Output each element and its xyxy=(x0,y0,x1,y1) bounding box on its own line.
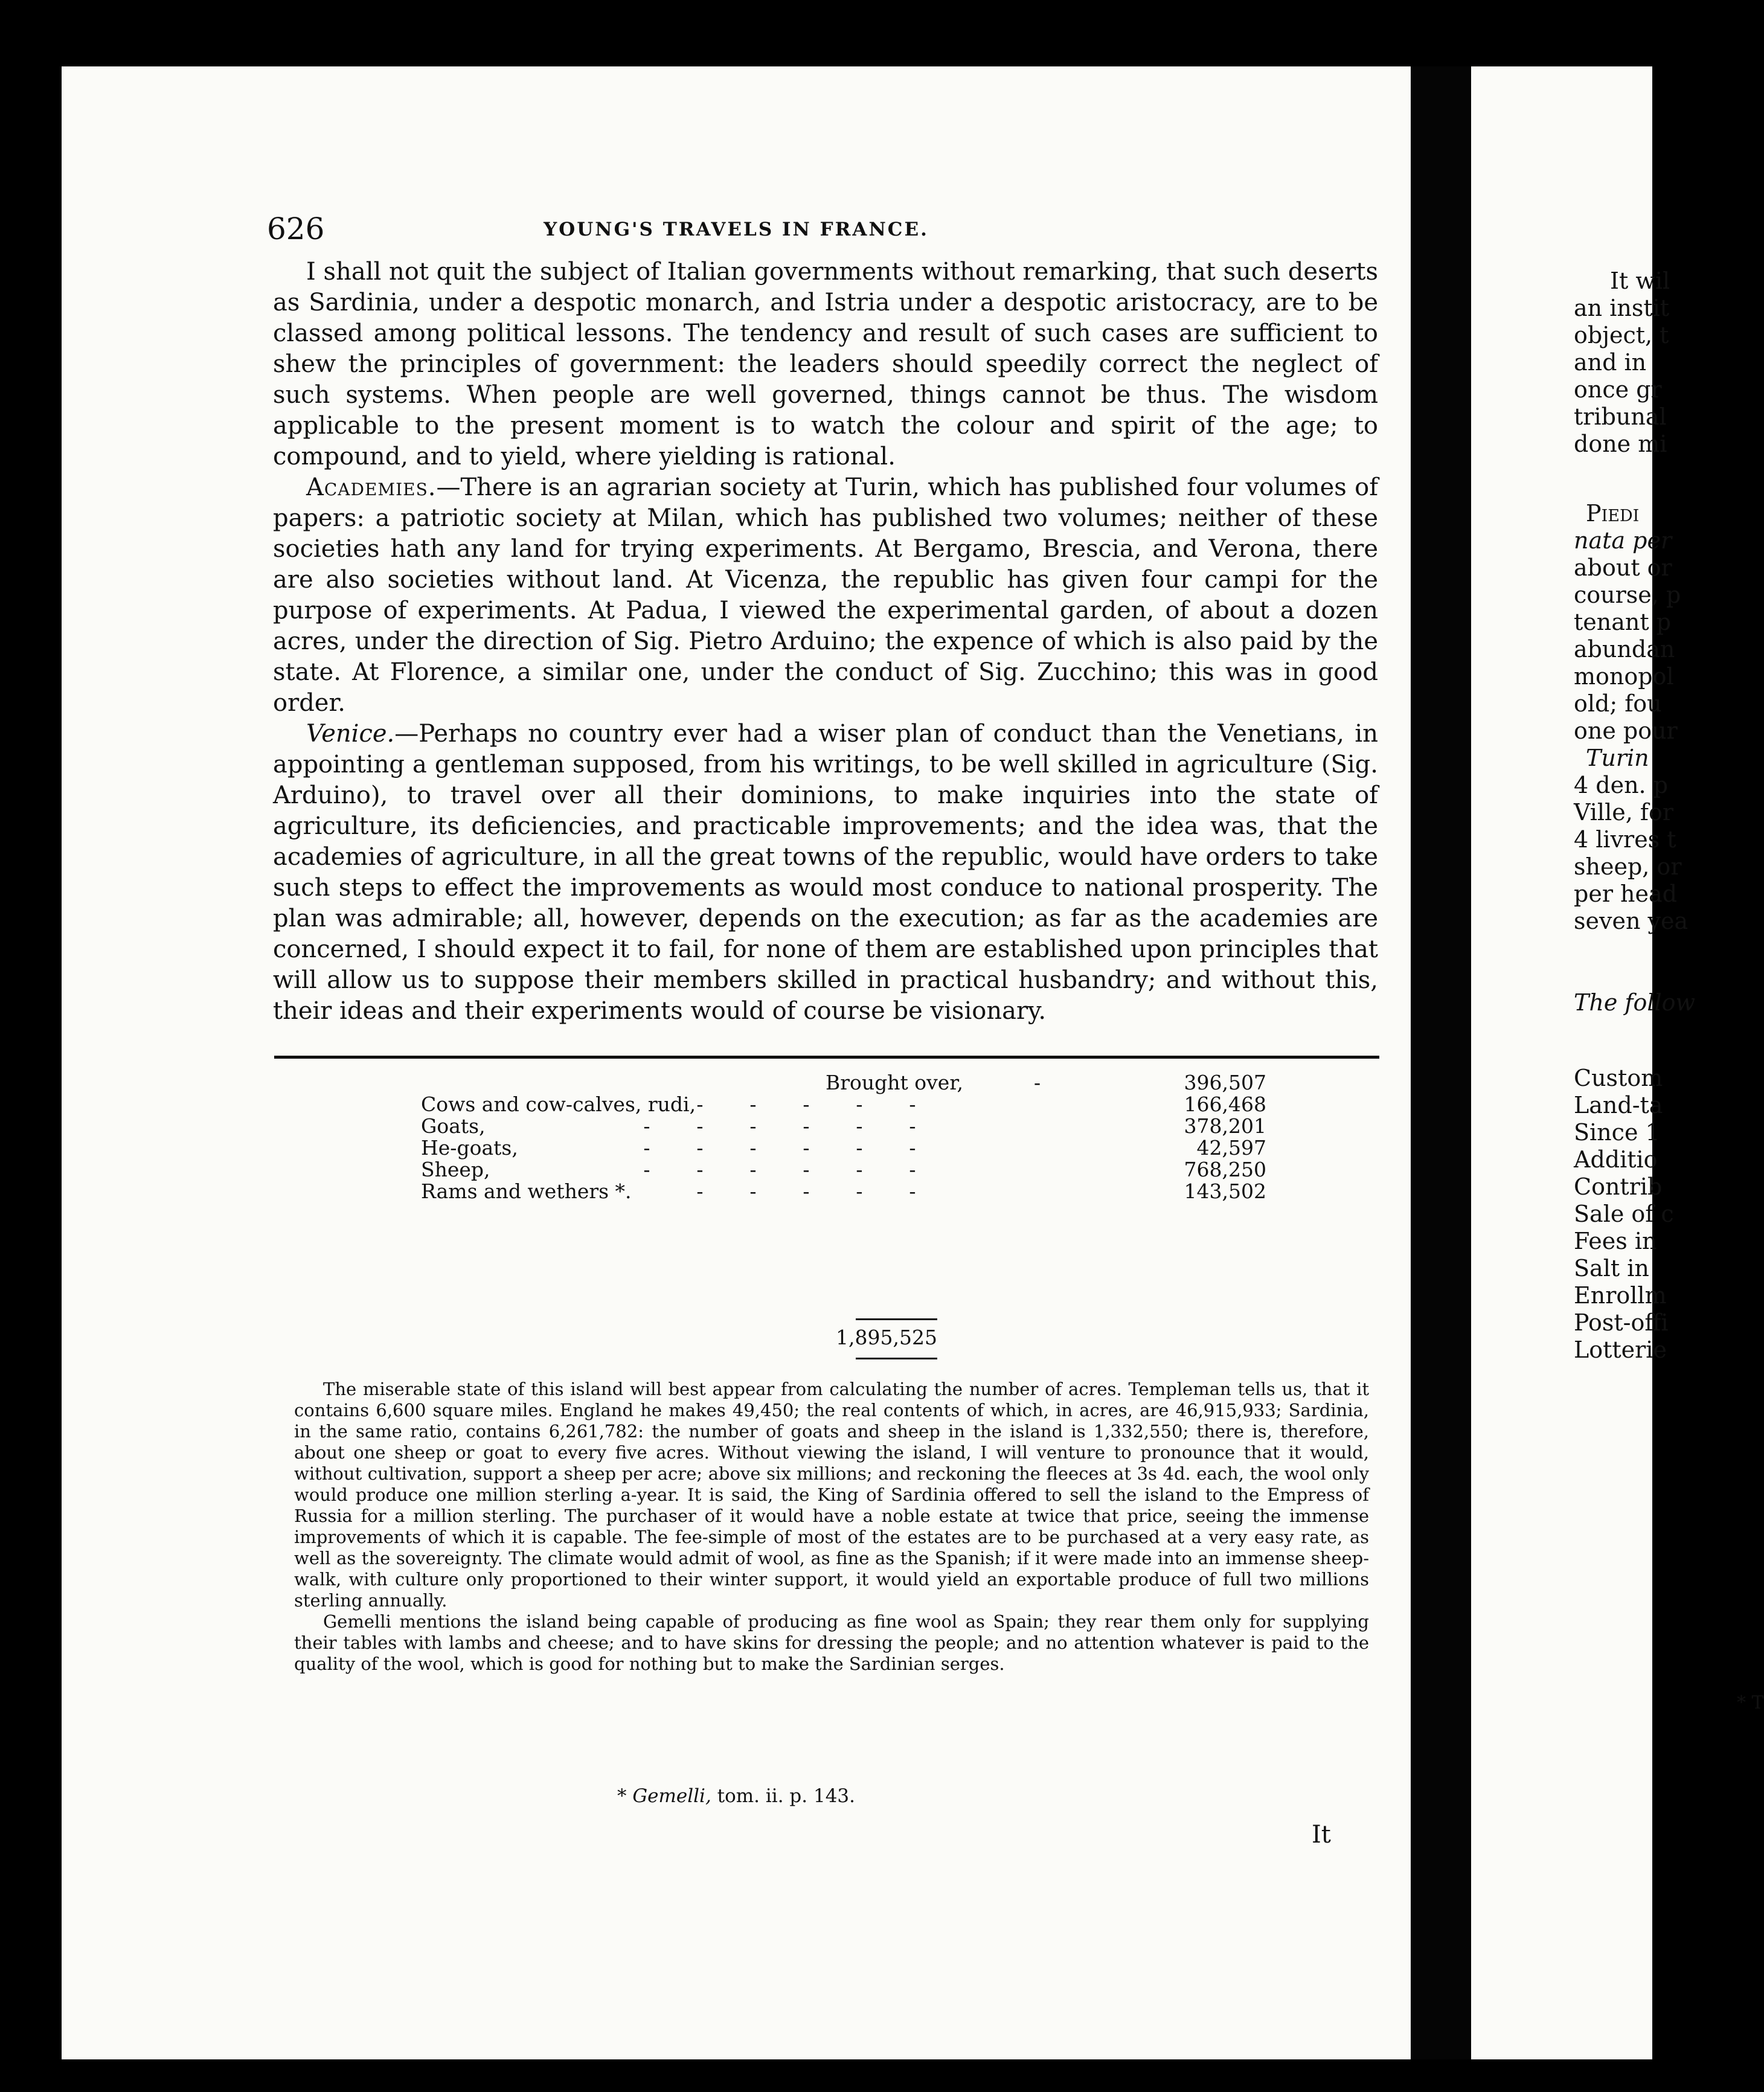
leader-dash: - xyxy=(696,1179,704,1203)
leader-dash: - xyxy=(696,1158,704,1181)
leader-dash: - xyxy=(909,1179,916,1203)
leader-dash: - xyxy=(803,1136,810,1160)
table-row xyxy=(421,1115,1266,1137)
leader-dash: - xyxy=(856,1093,863,1116)
facing-page-line: Contrib xyxy=(1574,1173,1663,1200)
table-row xyxy=(421,1159,1266,1181)
facing-page-line: It wil xyxy=(1610,268,1670,294)
facing-page-line: abundan xyxy=(1574,636,1675,663)
leader-dash: - xyxy=(643,1114,650,1138)
note-paragraph: The miserable state of this island will best appear from calculating the number of acres. Templeman tells us, that it contains 6,600 square miles. England he makes 49,450; the real contents of which, in acres, are 46,915,933; Sardinia, in the same ratio, contains 6,261,782: the number of goats and sheep in the island is 1,332,550; there is, therefore, about one sheep or goat to every five acres. Without viewing the island, I will venture to pronounce that it would, without cultivation, support a sheep per acre; above six millions; and reckoning the fleeces at 3s 4d. each, the wool only would produce one million sterling a-year. It is said, the King of Sardinia offered to sell the island to the Empress of Russia for a million sterling. The purchaser of it would have a noble estate at twice that price, seeing the immense improvements of which it is capable. The fee-simple of most of the estates are to be purchased at a very easy rate, as well as the sovereignty. The climate would admit of wool, as fine as the Spanish; if it were made into an immense sheep-walk, with culture only proportioned to their winter support, it would yield an exportable produce of full two millions sterling annually. xyxy=(294,1379,1369,1611)
leader-dash: - xyxy=(749,1136,757,1160)
gutter xyxy=(1411,66,1471,2059)
leader-dash: - xyxy=(749,1158,757,1181)
facing-page-line: Enrollm xyxy=(1574,1282,1667,1309)
facing-page-line: per head xyxy=(1574,881,1677,907)
sardinia-note xyxy=(294,1379,1369,1675)
table-row-leaders xyxy=(620,1115,946,1137)
footnote-author: Gemelli, xyxy=(632,1785,711,1807)
table-row-label: Cows and cow-calves, rudi, xyxy=(421,1093,696,1116)
leader-dash: - xyxy=(803,1179,810,1203)
table-total: 1,895,525 xyxy=(836,1326,937,1349)
paragraph-governments: I shall not quit the subject of Italian governments without remarking, that such deserts as Sardinia, under a despotic monarch, and Istria under a despotic aristocracy, are to be classed among political lessons. The tendency and result of such cases are sufficient to shew the principles of government: the leaders should speedily correct the neglect of such systems. When people are well governed, things cannot be thus. The wisdom applicable to the present moment is to watch the colour and spirit of the age; to compound, and to yield, where yielding is rational. xyxy=(273,258,1378,470)
facing-page-line: an instit xyxy=(1574,295,1670,321)
paragraph-academies xyxy=(273,472,1378,719)
facing-page-line: nata per xyxy=(1574,527,1672,554)
table-row-value: 42,597 xyxy=(1196,1136,1266,1160)
facing-page-line: Ville, for xyxy=(1574,799,1673,826)
leader-dash: - xyxy=(909,1093,916,1116)
facing-page-line: old; fou xyxy=(1574,690,1662,717)
leader-dash: - xyxy=(856,1114,863,1138)
table-row-brought-over xyxy=(421,1072,1266,1094)
body-text xyxy=(273,257,1378,1027)
facing-page-line: tenant p xyxy=(1574,609,1672,635)
footnote xyxy=(62,1785,1411,1807)
leader-dash: - xyxy=(856,1136,863,1160)
leader-dash: - xyxy=(749,1093,757,1116)
facing-page-line: Turin xyxy=(1586,745,1649,771)
leader-dash: - xyxy=(909,1136,916,1160)
section-head-academies: Academies. xyxy=(306,473,437,501)
facing-page-line: about or xyxy=(1574,554,1672,581)
facing-page-line: 4 livres t xyxy=(1574,826,1676,853)
footnote-mark: * xyxy=(617,1785,627,1807)
facing-page-line: 4 den. p xyxy=(1574,772,1669,798)
table-row xyxy=(421,1181,1266,1202)
facing-page-line: Sale of c xyxy=(1574,1201,1674,1227)
facing-page-line: Piedi xyxy=(1586,500,1640,527)
facing-page-line: Since 1 xyxy=(1574,1119,1660,1146)
facing-page-line: Land-ta xyxy=(1574,1092,1663,1118)
facing-page-line: * T xyxy=(1737,1692,1764,1713)
table-row-label: He-goats, xyxy=(421,1136,518,1160)
facing-page-line: Custom xyxy=(1574,1065,1663,1091)
paragraph-venice-text: —Perhaps no country ever had a wiser plan of conduct than the Venetians, in appointing a gentleman supposed, from his writings, to be well skilled in agriculture (Sig. Arduino), to travel over all their dominions, to make inquiries into the state of agriculture, its deficiencies, and practicable improvements; and the idea was, that the academies of agriculture, in all the great towns of the republic, would have orders to take such steps to effect the improvements as would most conduce to national prosperity. The plan was admirable; all, however, depends on the execution; as far as the academies are concerned, I should expect it to fail, for none of them are established upon principles that will allow us to suppose their members skilled in practical husbandry; and without this, their ideas and their experiments would of course be visionary. xyxy=(273,720,1378,1025)
leader-dash: - xyxy=(696,1093,704,1116)
facing-page-line: Salt in xyxy=(1574,1255,1649,1282)
livestock-table xyxy=(421,1072,1266,1202)
leader-dash: - xyxy=(909,1158,916,1181)
facing-page-line: tribunal xyxy=(1574,403,1667,430)
facing-page-line: The follow xyxy=(1574,989,1696,1016)
table-row xyxy=(421,1137,1266,1159)
brought-over-dash: - xyxy=(1034,1071,1041,1094)
table-row-value: 166,468 xyxy=(1184,1093,1266,1116)
leader-dash: - xyxy=(856,1179,863,1203)
facing-page-line: Lotterie xyxy=(1574,1336,1667,1363)
leader-dash: - xyxy=(803,1093,810,1116)
facing-page-line: course, p xyxy=(1574,582,1681,608)
table-top-rule xyxy=(274,1056,1379,1059)
table-row-label: Sheep, xyxy=(421,1158,490,1181)
paragraph-academies-text: —There is an agrarian society at Turin, which has published four volumes of papers: a patriotic society at Milan, which has published two volumes; neither of these societies hath any land for trying experiments. At Bergamo, Brescia, and Verona, there are also societies without land. At Vicenza, the republic has given four campi for the purpose of experiments. At Padua, I viewed the experimental garden, of about a dozen acres, under the direction of Sig. Pietro Arduino; the expence of which is also paid by the state. At Florence, a similar one, under the conduct of Sig. Zucchino; this was in good order. xyxy=(273,473,1378,717)
leader-dash: - xyxy=(696,1114,704,1138)
sum-rule-top xyxy=(856,1318,937,1320)
brought-over-label: Brought over, xyxy=(826,1071,963,1094)
facing-page-line: and in xyxy=(1574,349,1647,376)
leader-dash: - xyxy=(803,1114,810,1138)
leader-dash: - xyxy=(909,1114,916,1138)
brought-over-value: 396,507 xyxy=(1184,1071,1266,1094)
page-number: 626 xyxy=(267,211,325,246)
facing-page-line: seven yea xyxy=(1574,908,1689,934)
facing-page-line: one pour xyxy=(1574,717,1678,744)
table-row-value: 378,201 xyxy=(1184,1114,1266,1138)
facing-page-line: object, t xyxy=(1574,322,1669,348)
leader-dash: - xyxy=(803,1158,810,1181)
note-paragraph: Gemelli mentions the island being capable of producing as fine wool as Spain; they rear them only for supplying their tables with lambs and cheese; and to have skins for dressing the people; and no attention whatever is paid to the quality of the wool, which is good for nothing but to make the Sardinian serges. xyxy=(294,1611,1369,1674)
footnote-ref: tom. ii. p. 143. xyxy=(717,1785,855,1807)
table-row-leaders xyxy=(620,1094,946,1115)
page-header xyxy=(62,211,1411,260)
leader-dash: - xyxy=(696,1136,704,1160)
leader-dash: - xyxy=(643,1158,650,1181)
leader-dash: - xyxy=(749,1179,757,1203)
table-row-value: 768,250 xyxy=(1184,1158,1266,1181)
left-page xyxy=(62,66,1411,2059)
facing-page-line: Fees in xyxy=(1574,1228,1657,1254)
facing-page xyxy=(1471,66,1764,2059)
facing-page-line: Additio xyxy=(1574,1146,1658,1173)
paragraph-venice xyxy=(273,719,1378,1027)
section-head-venice: Venice. xyxy=(306,720,395,748)
facing-page-line: monopol xyxy=(1574,663,1674,690)
table-row xyxy=(421,1094,1266,1115)
sum-rule-bottom xyxy=(856,1358,937,1359)
facing-page-line: once gr xyxy=(1574,376,1662,403)
table-row-leaders xyxy=(620,1181,946,1202)
table-row-label: Rams and wethers *. xyxy=(421,1179,632,1203)
leader-dash: - xyxy=(643,1136,650,1160)
table-row-leaders xyxy=(620,1137,946,1159)
leader-dash: - xyxy=(856,1158,863,1181)
table-row-leaders xyxy=(620,1159,946,1181)
facing-page-line: sheep, or xyxy=(1574,853,1682,880)
table-row-value: 143,502 xyxy=(1184,1179,1266,1203)
catchword: It xyxy=(1312,1821,1331,1849)
facing-page-line: done mi xyxy=(1574,431,1667,457)
leader-dash: - xyxy=(749,1114,757,1138)
table-row-label: Goats, xyxy=(421,1114,486,1138)
facing-page-line: Post-offi xyxy=(1574,1309,1669,1336)
running-head: YOUNG'S TRAVELS IN FRANCE. xyxy=(544,219,929,240)
